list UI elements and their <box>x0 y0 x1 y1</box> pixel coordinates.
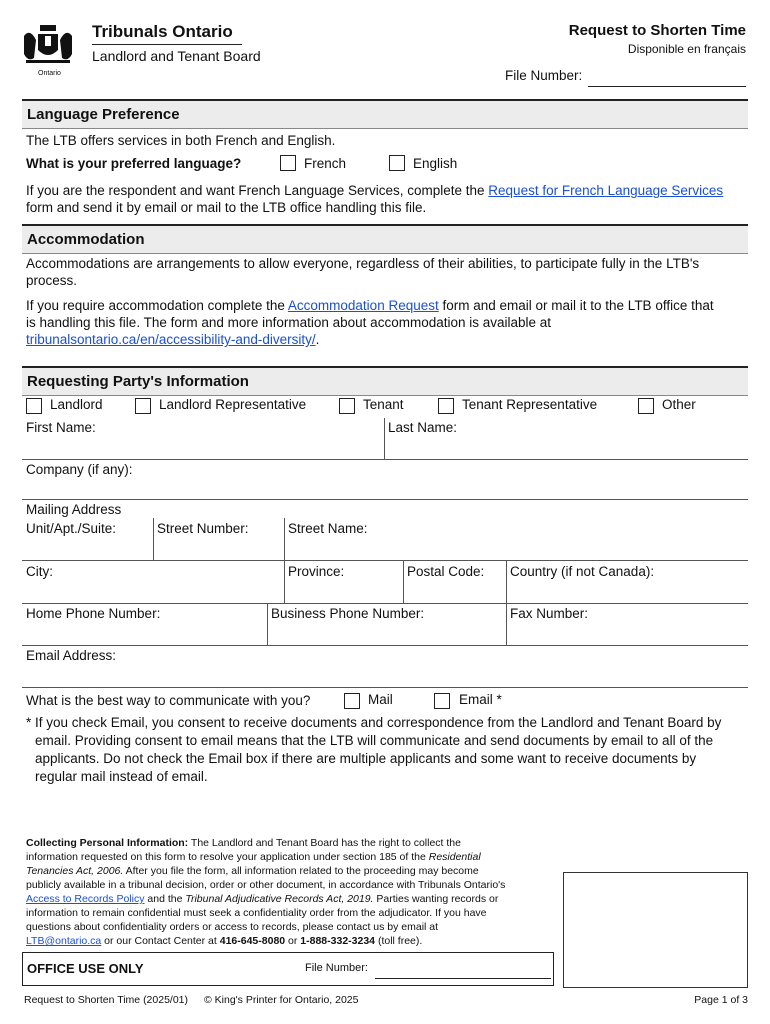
mailing-address-label: Mailing Address <box>26 502 122 517</box>
french-label: French <box>304 156 347 171</box>
street-number-divider <box>284 518 285 560</box>
language-heading: Language Preference <box>27 106 180 123</box>
english-checkbox[interactable] <box>389 155 405 171</box>
landlord-rep-checkbox[interactable] <box>135 398 151 414</box>
tenant-rep-checkbox[interactable] <box>438 398 454 414</box>
postal-code-label: Postal Code: <box>407 564 485 579</box>
home-phone-divider <box>267 603 268 645</box>
file-number-label: File Number: <box>505 68 583 83</box>
mail-checkbox[interactable] <box>344 693 360 709</box>
french-services-note: If you are the respondent and want French Language Services, complete the Request for French Language Services form and send it by email or mail to the LTB office handling this file. <box>26 183 724 215</box>
office-file-number-label: File Number: <box>305 962 368 974</box>
communicate-question: What is the best way to communicate with you? <box>26 693 311 708</box>
country-label: Country (if not Canada): <box>510 564 655 579</box>
landlord-rep-label: Landlord Representative <box>159 397 307 412</box>
landlord-checkbox[interactable] <box>26 398 42 414</box>
office-use-label: OFFICE USE ONLY <box>27 961 144 976</box>
office-stamp-box <box>563 872 748 988</box>
last-name-label: Last Name: <box>388 420 458 435</box>
other-checkbox[interactable] <box>638 398 654 414</box>
accommodation-section-header <box>22 224 748 254</box>
french-version-link[interactable]: Disponible en français <box>627 42 746 56</box>
language-question: What is your preferred language? <box>26 156 242 171</box>
email-label: Email * <box>459 692 502 707</box>
access-records-link[interactable]: Access to Records Policy <box>26 893 145 905</box>
file-number-field[interactable] <box>588 86 746 87</box>
email-address-label: Email Address: <box>26 648 117 663</box>
footer-copyright: © King's Printer for Ontario, 2025 <box>204 994 359 1006</box>
tenant-label: Tenant <box>363 397 404 412</box>
business-phone-label: Business Phone Number: <box>271 606 425 621</box>
other-label: Other <box>662 397 696 412</box>
home-phone-label: Home Phone Number: <box>26 606 161 621</box>
unit-label: Unit/Apt./Suite: <box>26 521 117 536</box>
privacy-notice: Collecting Personal Information: The Landlord and Tenant Board has the right to collect the information requested on this form to resolve your application under section 185 of the Residential Tenancies Act, 2006. After you file the form, all information related to the proceeding may become publicly available in a tribunal decision, order or other document, in accordance with Tribunals Ontario's Access to Records Policy and the Tribunal Adjudicative Records Act, 2019. Parties wanting records or information to remain confidential must seek a confidentiality order from the adjudicator. If you have questions about confidentiality orders or access to records, please contact us by email at LTB@ontario.ca or our Contact Center at 416-645-8080 or 1-888-332-3234 (toll free). <box>26 837 506 947</box>
email-checkbox[interactable] <box>434 693 450 709</box>
company-label: Company (if any): <box>26 462 133 477</box>
tenant-checkbox[interactable] <box>339 398 355 414</box>
french-checkbox[interactable] <box>280 155 296 171</box>
first-name-label: First Name: <box>26 420 96 435</box>
business-phone-divider <box>506 603 507 645</box>
street-number-label: Street Number: <box>157 521 249 536</box>
logo-caption: Ontario <box>38 70 61 77</box>
form-title: Request to Shorten Time <box>568 22 746 39</box>
party-heading: Requesting Party's Information <box>27 373 249 390</box>
street-field-line[interactable] <box>22 560 748 561</box>
province-label: Province: <box>288 564 345 579</box>
province-divider <box>403 560 404 603</box>
org-divider <box>92 44 242 45</box>
phone-field-line[interactable] <box>22 645 748 646</box>
accommodation-para2: If you require accommodation complete the Accommodation Request form and email or mail it to the LTB office that is handling this file. The form and more information about accommodation is available at tribunalsontario.ca/en/accessibility-and-diversity/. <box>26 298 714 347</box>
landlord-label: Landlord <box>50 397 103 412</box>
french-services-link[interactable]: Request for French Language Services <box>488 183 724 198</box>
accommodation-para1: Accommodations are arrangements to allow everyone, regardless of their abilities, to participate fully in the LTB's process. <box>26 256 700 288</box>
city-label: City: <box>26 564 53 579</box>
email-field-line[interactable] <box>22 687 748 688</box>
accommodation-heading: Accommodation <box>27 231 145 248</box>
org-name: Tribunals Ontario <box>92 22 233 41</box>
ontario-crest-logo <box>20 22 76 70</box>
accessibility-link[interactable]: tribunalsontario.ca/en/accessibility-and-diversity/ <box>26 332 316 347</box>
english-label: English <box>413 156 458 171</box>
board-name: Landlord and Tenant Board <box>92 48 261 64</box>
fax-label: Fax Number: <box>510 606 589 621</box>
office-file-number-field[interactable] <box>375 978 551 979</box>
city-divider <box>284 560 285 603</box>
party-section-header <box>22 366 748 396</box>
mail-label: Mail <box>368 692 393 707</box>
city-field-line[interactable] <box>22 603 748 604</box>
ltb-email-link[interactable]: LTB@ontario.ca <box>26 935 102 947</box>
company-field-line[interactable] <box>22 499 748 500</box>
office-use-box <box>22 952 554 986</box>
tenant-rep-label: Tenant Representative <box>462 397 598 412</box>
footer-form-id: Request to Shorten Time (2025/01) <box>24 994 189 1006</box>
unit-divider <box>153 518 154 560</box>
language-intro: The LTB offers services in both French and English. <box>26 133 336 148</box>
street-name-label: Street Name: <box>288 521 368 536</box>
postal-divider <box>506 560 507 603</box>
name-divider <box>384 418 385 459</box>
email-consent-note: * If you check Email, you consent to receive documents and correspondence from the Landlord and Tenant Board by email. Providing consent to email means that the LTB will communicate and send documents by email to all of the applicants. Do not check the Email box if there are multiple applicants and some want to receive documents by regular mail instead of email. <box>26 715 722 784</box>
footer-page-number: Page 1 of 3 <box>694 994 748 1006</box>
accommodation-request-link[interactable]: Accommodation Request <box>287 298 439 313</box>
language-section-header <box>22 99 748 129</box>
name-field-line[interactable] <box>22 459 748 460</box>
